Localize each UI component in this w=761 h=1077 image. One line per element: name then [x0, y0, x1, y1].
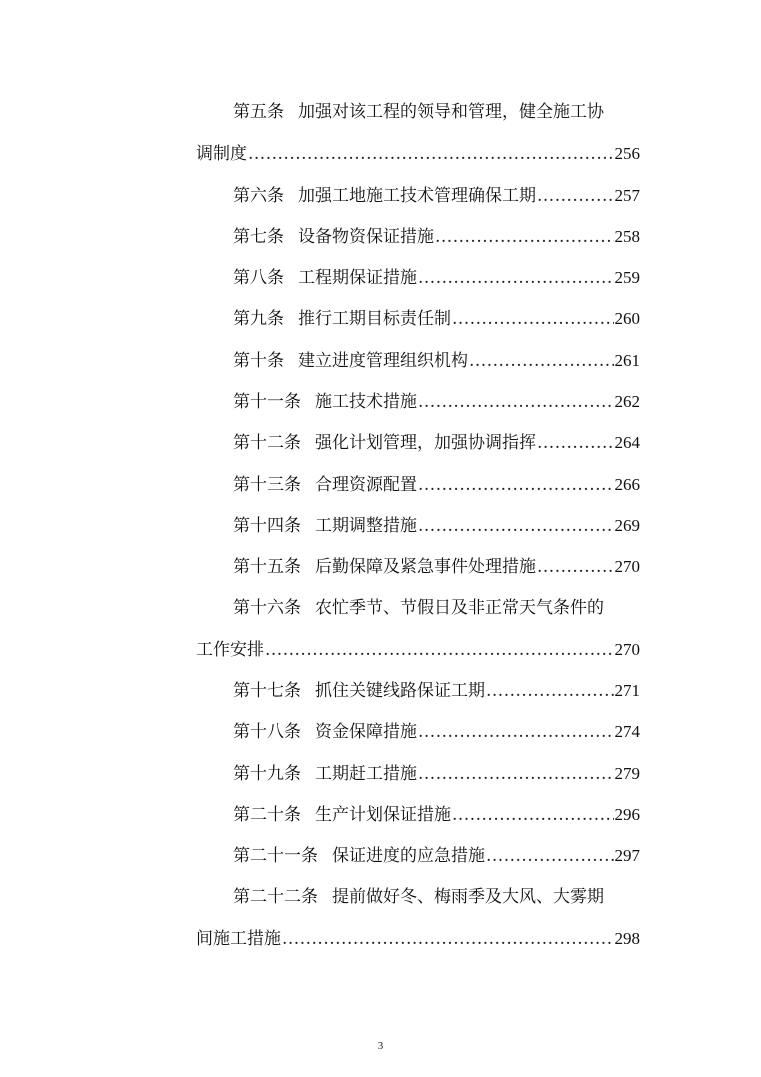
dot-leader: [469, 341, 614, 382]
toc-entry[interactable]: [196, 546, 640, 587]
dot-leader: [418, 712, 614, 753]
toc-entry-page: 274: [614, 722, 640, 742]
dot-leader: [248, 134, 614, 175]
toc-entry-page: 296: [614, 805, 640, 825]
toc-entry-title: 设备物资保证措施: [298, 226, 434, 247]
toc-entry[interactable]: [196, 340, 640, 381]
toc-entry-title: 提前做好冬、梅雨季及大风、大雾期: [332, 886, 604, 907]
toc-entry-page: 298: [614, 928, 640, 948]
toc-entry[interactable]: [196, 216, 640, 257]
dot-leader: [265, 630, 614, 671]
toc-entry-page: 271: [614, 681, 640, 701]
toc-entry-line-1: [196, 877, 640, 918]
toc-entry-line-1: [196, 92, 640, 133]
toc-entry-title-continued: 间施工措施: [196, 928, 281, 949]
toc-entry[interactable]: [196, 835, 640, 876]
toc-entry-title: 工程期保证措施: [298, 268, 417, 289]
dot-leader: [537, 176, 614, 217]
toc-entry-title: 后勤保障及紧急事件处理措施: [315, 557, 536, 578]
toc-entry-line-2: [196, 918, 640, 959]
toc-entry[interactable]: [196, 257, 640, 298]
toc-entry[interactable]: [196, 464, 640, 505]
dot-leader: [486, 671, 614, 712]
toc-entry-number: 第十九条: [233, 763, 301, 784]
toc-entry-title: 工期赶工措施: [315, 763, 417, 784]
toc-entry-page: 260: [614, 309, 640, 329]
toc-entry-title: 建立进度管理组织机构: [298, 350, 468, 371]
toc-entry-page: 257: [614, 185, 640, 205]
dot-leader: [452, 795, 614, 836]
toc-entry[interactable]: [196, 753, 640, 794]
toc-entry-number: 第十六条: [233, 597, 301, 618]
dot-leader: [418, 754, 614, 795]
dot-leader: [418, 506, 614, 547]
toc-entry-page: 264: [614, 433, 640, 453]
toc-entry-title: 加强工地施工技术管理确保工期: [298, 185, 536, 206]
dot-leader: [418, 465, 614, 506]
toc-entry-page: 297: [614, 846, 640, 866]
toc-entry-line-2: [196, 629, 640, 670]
toc-entry-page: 270: [614, 639, 640, 659]
toc-entry[interactable]: [196, 711, 640, 752]
table-of-contents: [196, 92, 640, 959]
toc-entry-page: 259: [614, 268, 640, 288]
toc-entry-title: 工期调整措施: [315, 515, 417, 536]
toc-entry[interactable]: [196, 422, 640, 463]
toc-entry-line-2: [196, 133, 640, 174]
toc-entry-page: 261: [614, 350, 640, 370]
toc-entry-title: 生产计划保证措施: [315, 805, 451, 826]
toc-entry[interactable]: [196, 588, 640, 671]
dot-leader: [486, 836, 614, 877]
toc-entry-page: 270: [614, 557, 640, 577]
toc-entry-number: 第十四条: [233, 515, 301, 536]
toc-entry-number: 第十八条: [233, 722, 301, 743]
toc-entry-title-continued: 工作安排: [196, 639, 264, 660]
toc-entry[interactable]: [196, 505, 640, 546]
toc-entry-number: 第八条: [233, 268, 284, 289]
toc-entry-title: 推行工期目标责任制: [298, 309, 451, 330]
toc-entry-page: 258: [614, 226, 640, 246]
dot-leader: [537, 423, 614, 464]
toc-entry-number: 第二十二条: [233, 886, 318, 907]
toc-entry-number: 第五条: [233, 102, 284, 122]
toc-entry[interactable]: [196, 381, 640, 422]
toc-entry-page: 262: [614, 392, 640, 412]
toc-entry-number: 第九条: [233, 309, 284, 330]
dot-leader: [418, 258, 614, 299]
toc-entry-title-continued: 调制度: [196, 144, 247, 165]
toc-entry-title: 施工技术措施: [315, 392, 417, 413]
toc-entry[interactable]: [196, 670, 640, 711]
dot-leader: [418, 382, 614, 423]
toc-entry-title: 强化计划管理，加强协调指挥: [315, 433, 536, 454]
page-number: 3: [377, 1040, 384, 1052]
toc-entry-number: 第十二条: [233, 433, 301, 454]
toc-entry-number: 第十一条: [233, 392, 301, 413]
dot-leader: [537, 547, 614, 588]
dot-leader: [435, 217, 614, 258]
toc-entry-number: 第十七条: [233, 681, 301, 702]
toc-entry-title: 农忙季节、节假日及非正常天气条件的: [315, 597, 604, 618]
dot-leader: [282, 919, 614, 960]
toc-entry-number: 第十条: [233, 350, 284, 371]
toc-entry-number: 第十五条: [233, 557, 301, 578]
dot-leader: [452, 299, 614, 340]
toc-entry-number: 第七条: [233, 226, 284, 247]
toc-entry[interactable]: [196, 175, 640, 216]
toc-entry[interactable]: [196, 877, 640, 960]
toc-entry-number: 第二十一条: [233, 846, 318, 867]
toc-entry-title: 合理资源配置: [315, 474, 417, 495]
toc-entry-page: 269: [614, 515, 640, 535]
toc-entry-title: 保证进度的应急措施: [332, 846, 485, 867]
toc-entry-page: 279: [614, 763, 640, 783]
toc-entry-title: 抓住关键线路保证工期: [315, 681, 485, 702]
toc-entry[interactable]: [196, 298, 640, 339]
toc-entry[interactable]: [196, 794, 640, 835]
toc-entry-title: 资金保障措施: [315, 722, 417, 743]
toc-entry-page: 266: [614, 474, 640, 494]
toc-entry-line-1: [196, 588, 640, 629]
toc-entry-number: 第十三条: [233, 474, 301, 495]
toc-entry[interactable]: [196, 92, 640, 175]
toc-entry-number: 第二十条: [233, 805, 301, 826]
toc-entry-number: 第六条: [233, 185, 284, 206]
toc-entry-page: 256: [614, 144, 640, 164]
toc-entry-title: 加强对该工程的领导和管理，健全施工协: [298, 102, 604, 122]
